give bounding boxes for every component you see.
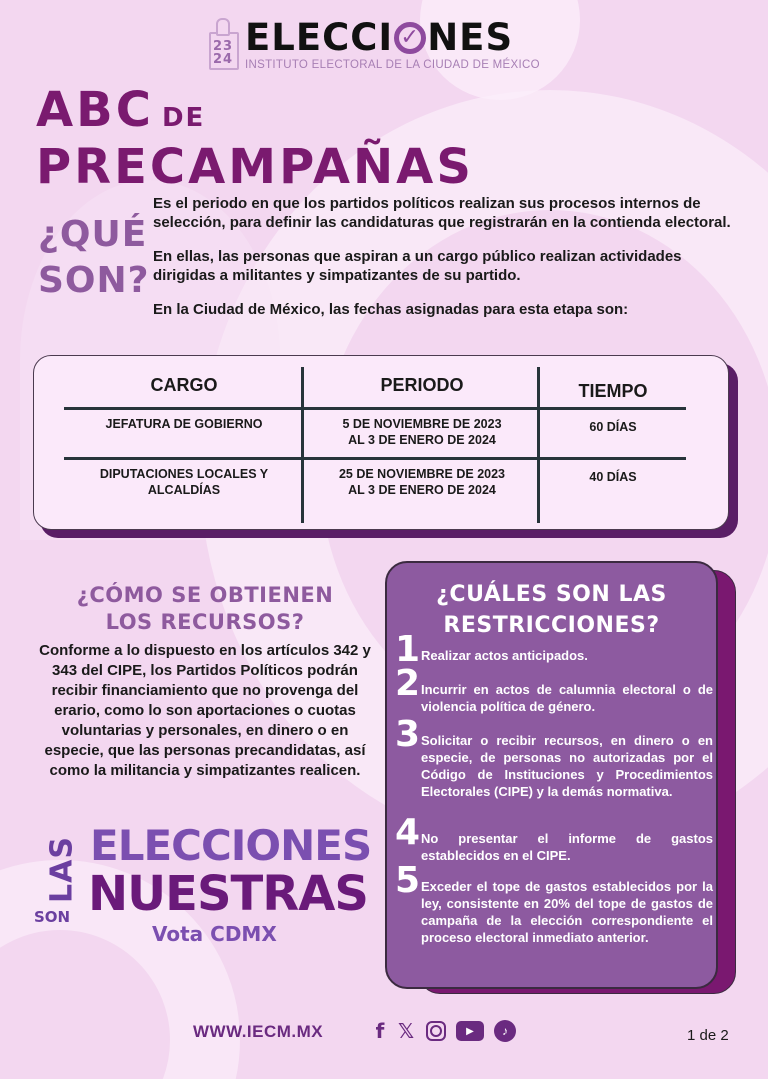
dates-table [64,364,686,510]
header-cargo: CARGO [150,375,218,395]
page-title [36,82,474,195]
slogan-son: SON [34,908,71,926]
slogan-nuestras: NUESTRAS [88,866,368,922]
iecm-elecciones-logo [207,18,540,71]
logo-years: 23 24 [213,39,234,67]
instagram-icon[interactable] [426,1021,446,1041]
slogan-las: LAS [44,836,80,903]
check-circle-icon: ✓ [394,22,426,54]
table-column-divider [301,367,304,523]
table-header-row [64,364,686,410]
que-son-paragraph: En la Ciudad de México, las fechas asignadas para esta etapa son: [153,301,629,318]
cell-tiempo: 40 DÍAS [589,470,637,484]
restriction-number: 1 [395,629,421,670]
restriction-number: 2 [395,663,421,704]
restriction-text: Incurrir en actos de calumnia electoral o de violencia política de género. [421,682,713,714]
restriction-item [395,860,713,946]
ballot-paper-shape [216,18,230,36]
page-number: 1 de 2 [687,1027,729,1044]
cell-cargo: JEFATURA DE GOBIERNO [105,417,263,431]
restriction-text: Exceder el tope de gastos establecidos por la ley, consistente en 20% del tope de gastos de campaña de la elección correspondiente el proceso electoral inmediato anterior. [421,879,713,945]
restriction-number: 3 [395,714,421,755]
restriction-text: Realizar actos anticipados. [421,648,588,663]
table-row [64,460,686,510]
restriction-item [395,812,713,864]
dates-table-card [33,355,729,530]
logo-subtitle: INSTITUTO ELECTORAL DE LA CIUDAD DE MÉXICO [245,59,540,71]
restriction-item [395,629,713,670]
cell-periodo: 25 DE NOVIEMBRE DE 2023 AL 3 DE ENERO DE 2024 [338,467,506,497]
header-periodo: PERIODO [380,375,464,395]
restriction-item [395,714,713,800]
header-tiempo: TIEMPO [578,381,648,401]
que-son-text [153,194,743,334]
logo-text [245,18,540,71]
x-twitter-icon[interactable]: 𝕏 [397,1019,415,1043]
title-precampanas: PRECAMPAÑAS [36,139,474,195]
title-abc: ABC [36,82,154,138]
que-son-paragraph: Es el periodo en que los partidos políticos realizan sus procesos internos de selección, para definir las candidaturas que registrarán en la contienda electoral. [153,195,731,231]
social-links [374,1020,516,1042]
youtube-icon[interactable]: ▶ [456,1021,484,1041]
cell-periodo: 5 DE NOVIEMBRE DE 2023 AL 3 DE ENERO DE 2024 [342,417,502,447]
que-son-paragraph: En ellas, las personas que aspiran a un cargo público realizan actividades dirigidas a militantes y simpatizantes de su partido. [153,248,682,284]
restriction-number: 4 [395,812,421,853]
restriction-item [395,663,713,715]
recursos-text: Conforme a lo dispuesto en los artículos 342 y 343 del CIPE, los Partidos Políticos podrán recibir financiamiento que no provenga del erario, como lo son aportaciones o cuotas voluntarias y personales, en dinero o en especie, que las personas precandidatas, así como la militancia y simpatizantes realicen. [39,642,371,779]
title-de: DE [161,103,206,133]
que-son-heading: ¿QUÉ SON? [38,214,150,301]
restriction-number: 5 [395,860,421,901]
table-row [64,410,686,460]
restrictions-card [385,561,718,989]
cell-cargo: DIPUTACIONES LOCALES Y ALCALDÍAS [99,467,269,497]
website-link[interactable]: WWW.IECM.MX [193,1022,324,1041]
facebook-icon[interactable]: f [375,1019,385,1043]
table-column-divider [537,367,540,523]
slogan-elecciones: ELECCIONES [90,821,372,870]
ballot-box-icon [207,18,241,70]
slogan-vota-cdmx: Vota CDMX [152,922,277,946]
slogan-logo [34,821,372,952]
logo-title: ELECCI ✓ NES [245,16,514,59]
restrictions-heading: ¿CUÁLES SON LAS RESTRICCIONES? [436,582,667,638]
restriction-text: Solicitar o recibir recursos, en dinero o en especie, de personas no autorizadas por el Código de Instituciones y Procedimientos Electorales (CIPE) y la demás normativa. [421,733,713,799]
recursos-heading: ¿CÓMO SE OBTIENEN LOS RECURSOS? [76,583,334,634]
cell-tiempo: 60 DÍAS [589,420,637,434]
restriction-text: No presentar el informe de gastos establecidos en el CIPE. [421,831,713,863]
tiktok-icon[interactable]: ♪ [494,1020,516,1042]
